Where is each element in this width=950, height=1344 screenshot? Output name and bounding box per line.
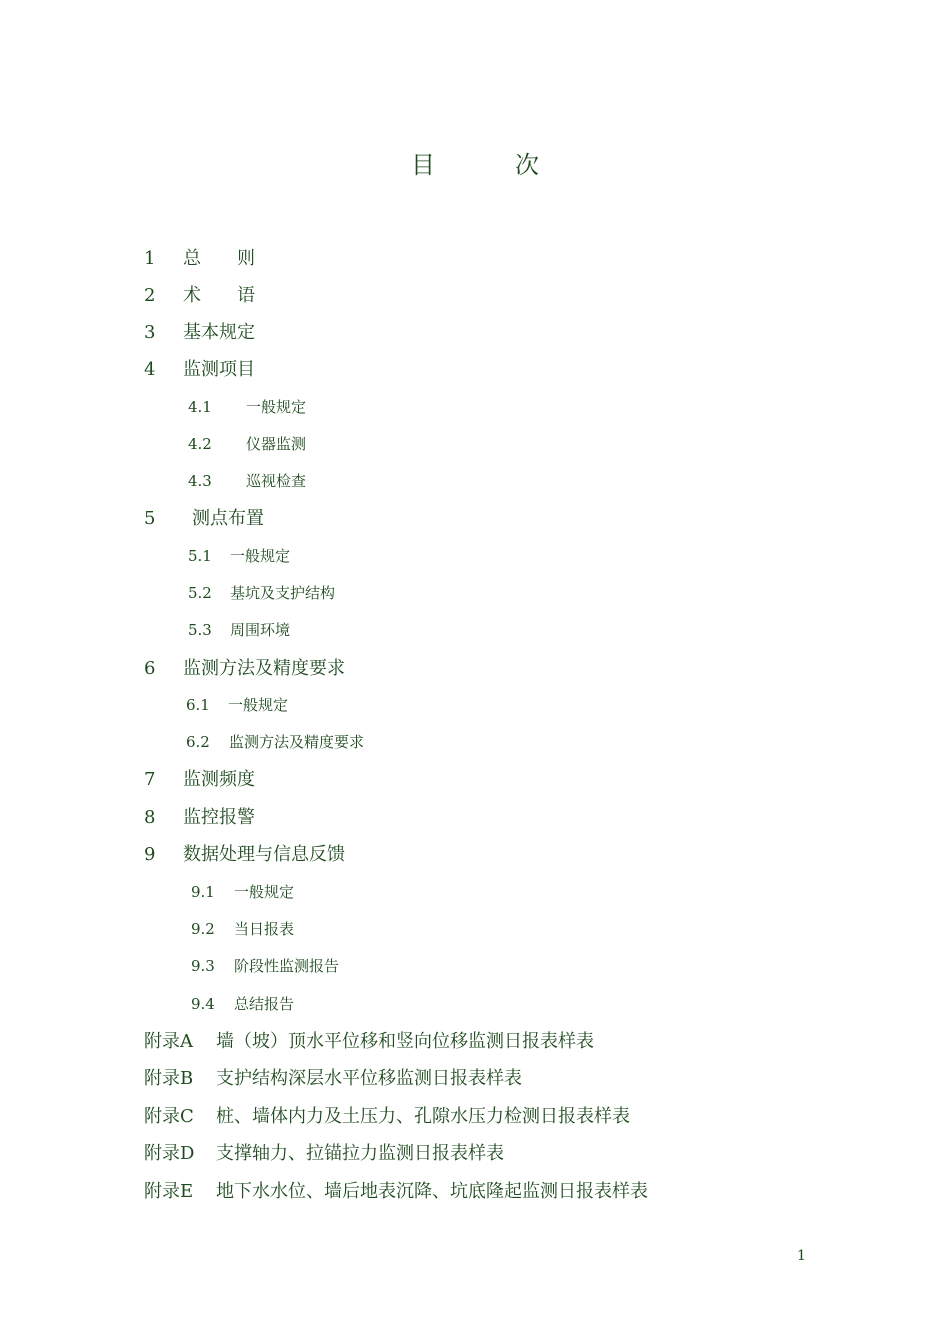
toc-entry-number: 5 [144, 508, 156, 529]
toc-entry-7[interactable] [144, 761, 255, 798]
toc-entry-number: 8 [144, 807, 156, 828]
toc-entry-number: 7 [144, 769, 156, 790]
toc-entry-title: 基坑及支护结构 [230, 584, 336, 602]
toc-entry-title: 周围环境 [230, 621, 291, 639]
toc-entry-4-1[interactable] [188, 389, 306, 426]
toc-entry-number: 9.4 [191, 995, 215, 1013]
toc-entry-title: 监测项目 [183, 359, 255, 380]
toc-entry-4-3[interactable] [188, 463, 306, 500]
toc-entry-number: 4.3 [188, 472, 212, 490]
toc-entry-2[interactable] [144, 277, 255, 314]
toc-entry-title: 阶段性监测报告 [234, 957, 340, 975]
toc-entry-number: 5.1 [188, 547, 212, 565]
toc-entry-9[interactable] [144, 836, 345, 873]
toc-entry-appendix-a[interactable] [144, 1023, 594, 1060]
toc-entry-title: 桩、墙体内力及土压力、孔隙水压力检测日报表样表 [216, 1106, 630, 1127]
page-title-char-2: 次 [515, 151, 539, 179]
toc-entry-title: 一般规定 [234, 883, 295, 901]
toc-entry-9-2[interactable] [191, 911, 294, 948]
toc-entry-5-2[interactable] [188, 575, 335, 612]
toc-entry-appendix-b[interactable] [144, 1060, 522, 1097]
toc-entry-5-1[interactable] [188, 538, 290, 575]
toc-entry-4-2[interactable] [188, 426, 306, 463]
toc-entry-title: 监测方法及精度要求 [229, 733, 365, 751]
toc-entry-number: 附录B [144, 1068, 194, 1089]
toc-entry-6-1[interactable] [186, 687, 288, 724]
toc-entry-number: 附录A [144, 1031, 193, 1052]
toc-entry-number: 附录E [144, 1181, 194, 1202]
toc-entry-number: 附录C [144, 1106, 194, 1127]
toc-entry-title: 监测方法及精度要求 [183, 658, 345, 679]
toc-entry-appendix-e[interactable] [144, 1173, 648, 1210]
toc-entry-title: 地下水水位、墙后地表沉降、坑底隆起监测日报表样表 [216, 1181, 648, 1202]
toc-entry-number: 9.2 [191, 920, 215, 938]
toc-entry-number: 4 [144, 359, 156, 380]
toc-entry-6-2[interactable] [186, 724, 364, 761]
toc-entry-title: 巡视检查 [246, 472, 307, 490]
toc-entry-number: 6.2 [186, 733, 210, 751]
toc-entry-3[interactable] [144, 314, 255, 351]
toc-entry-title: 当日报表 [234, 920, 295, 938]
toc-entry-title: 基本规定 [183, 322, 255, 343]
toc-entry-number: 附录D [144, 1143, 195, 1164]
toc-entry-5[interactable] [144, 500, 264, 537]
toc-entry-number: 4.2 [188, 435, 212, 453]
toc-entry-title: 测点布置 [192, 508, 264, 529]
toc-entry-title: 监控报警 [183, 807, 255, 828]
toc-entry-6[interactable] [144, 650, 345, 687]
toc-entry-number: 5.3 [188, 621, 212, 639]
toc-entry-title: 墙（坡）顶水平位移和竖向位移监测日报表样表 [216, 1031, 594, 1052]
toc-entry-number: 4.1 [188, 398, 212, 416]
toc-entry-8[interactable] [144, 799, 255, 836]
page-title-char-1: 目 [411, 151, 435, 179]
toc-entry-9-4[interactable] [191, 986, 294, 1023]
toc-entry-title: 一般规定 [230, 547, 291, 565]
toc-entry-1[interactable] [144, 240, 255, 277]
toc-entry-title: 支护结构深层水平位移监测日报表样表 [216, 1068, 522, 1089]
toc-entry-number: 5.2 [188, 584, 212, 602]
toc-entry-title: 监测频度 [183, 769, 255, 790]
toc-entry-number: 2 [144, 285, 156, 306]
toc-entry-number: 9.1 [191, 883, 215, 901]
toc-entry-appendix-d[interactable] [144, 1135, 504, 1172]
page-number: 1 [797, 1248, 806, 1264]
toc-entry-5-3[interactable] [188, 612, 290, 649]
toc-entry-number: 6.1 [186, 696, 210, 714]
toc-entry-title: 仪器监测 [246, 435, 307, 453]
toc-entry-number: 6 [144, 658, 156, 679]
toc-entry-number: 1 [144, 248, 156, 269]
toc-entry-4[interactable] [144, 351, 255, 388]
toc-entry-title: 术 语 [183, 285, 255, 306]
toc-entry-title: 一般规定 [228, 696, 289, 714]
toc-entry-number: 9.3 [191, 957, 215, 975]
toc-entry-title: 支撑轴力、拉锚拉力监测日报表样表 [216, 1143, 504, 1164]
toc-entry-title: 总结报告 [234, 995, 295, 1013]
toc-entry-number: 3 [144, 322, 156, 343]
page-title [0, 147, 950, 183]
toc-entry-number: 9 [144, 844, 156, 865]
toc-entry-appendix-c[interactable] [144, 1098, 630, 1135]
toc-entry-title: 一般规定 [246, 398, 307, 416]
toc-entry-9-3[interactable] [191, 948, 339, 985]
toc-entry-9-1[interactable] [191, 874, 294, 911]
toc-entry-title: 总 则 [183, 248, 255, 269]
toc-entry-title: 数据处理与信息反馈 [183, 844, 345, 865]
